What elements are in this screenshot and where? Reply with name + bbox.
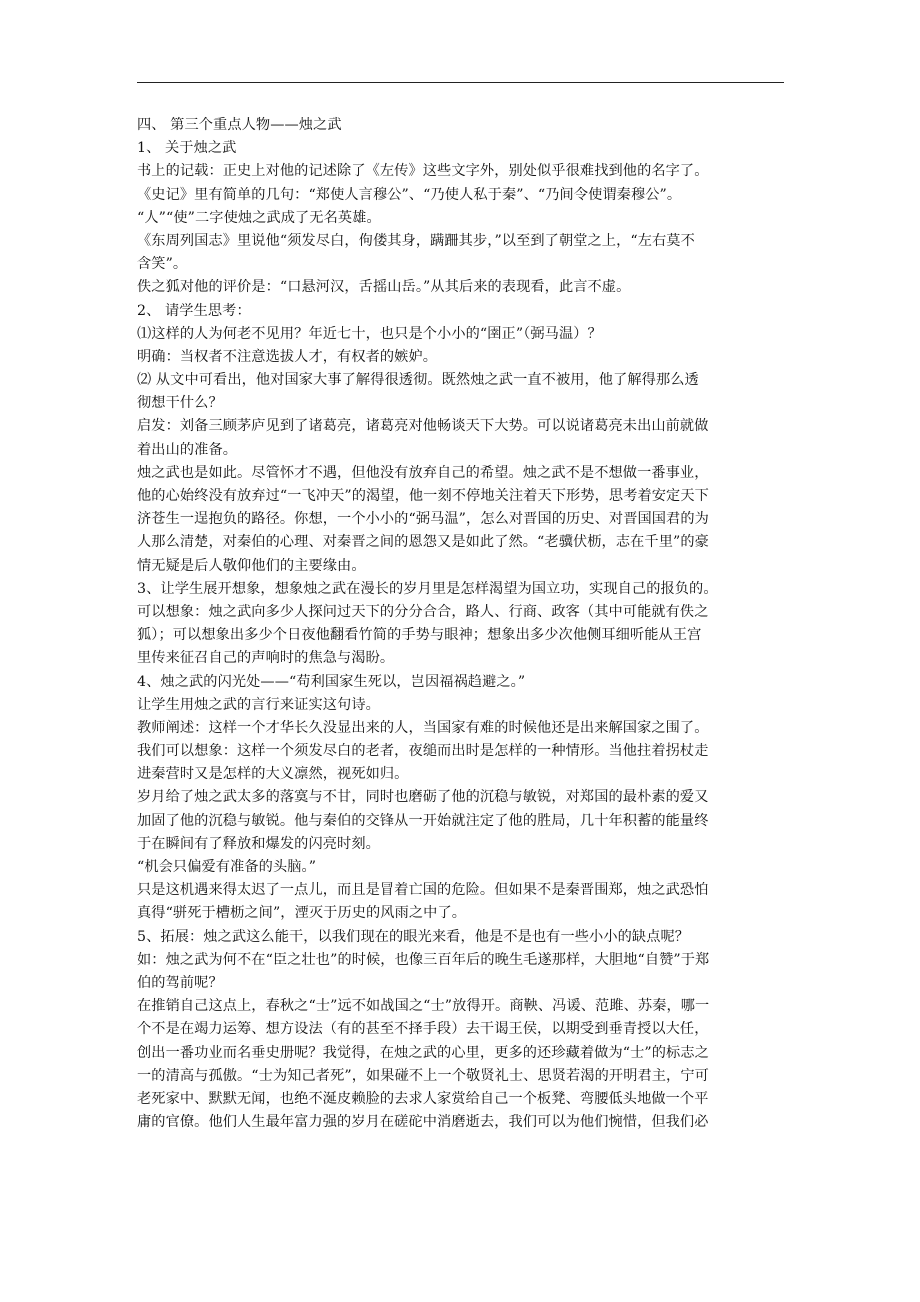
text-line: ⑵ 从文中可看出，他对国家大事了解得很透彻。既然烛之武一直不被用，他了解得那么透 — [137, 372, 699, 389]
text-line: 我们可以想象：这样一个须发尽白的老者，夜缒而出时是怎样的一种情形。当他拄着拐杖走 — [137, 743, 709, 760]
text-line: 创出一番功业而名垂史册呢？我觉得，在烛之武的心里，更多的还珍藏着做为“士”的标志之 — [137, 1044, 709, 1061]
text-line: 含笑”。 — [137, 256, 188, 273]
text-line: 3、让学生展开想象，想象烛之武在漫长的岁月里是怎样渴望为国立功，实现自己的报负的。 — [137, 580, 718, 597]
text-line: 他的心始终没有放弃过“一飞冲天”的渴望，他一刻不停地关注着天下形势，思考着安定天下 — [137, 488, 709, 504]
text-line: “人”“使”二字使烛之武成了无名英雄。 — [137, 209, 381, 226]
text-line: 真得“骈死于槽枥之间”，湮灭于历史的风雨之中了。 — [137, 905, 467, 922]
document-body — [137, 114, 787, 1134]
header-rule — [137, 82, 784, 83]
text-line: 《史记》里有简单的几句：“郑使人言穆公”、“乃使人私于秦”、“乃间令使谓秦穆公”。 — [137, 186, 682, 203]
text-line: 只是这机遇来得太迟了一点儿，而且是冒着亡国的危险。但如果不是秦晋围郑，烛之武恐怕 — [137, 882, 709, 899]
text-line: 老死家中、默默无闻，也绝不涎皮赖脸的去求人家赏给自己一个板凳、弯腰低头地做一个平 — [137, 1090, 709, 1107]
section-heading: 四、 第三个重点人物——烛之武 — [137, 117, 342, 133]
text-line: 人那么清楚，对秦伯的心理、对秦晋之间的恩怨又是如此了然。“老骥伏枥，志在千里”的豪 — [137, 534, 709, 551]
text-line: 《东周列国志》里说他“须发尽白，佝偻其身，蹒跚其步，”以至到了朝堂之上，“左右莫不 — [137, 232, 695, 249]
text-line: 明确：当权者不注意选拔人才，有权者的嫉妒。 — [137, 348, 438, 365]
text-line: 佚之狐对他的评价是：“口悬河汉，舌摇山岳。”从其后来的表现看，此言不虚。 — [137, 279, 631, 296]
text-line: 狐）；可以想象出多少个日夜他翻看竹简的手势与眼神；想象出多少次他侧耳细听能从王宫 — [137, 627, 702, 644]
text-line: 庸的官僚。他们人生最年富力强的岁月在磋砣中消磨逝去，我们可以为他们惋惜，但我们必 — [137, 1114, 709, 1131]
text-line: 教师阐述：这样一个才华长久没显出来的人，当国家有难的时候他还是出来解国家之围了。 — [137, 719, 709, 736]
text-line: 5、拓展：烛之武这么能干，以我们现在的眼光来看，他是不是也有一些小小的缺点呢？ — [137, 928, 690, 945]
text-line: 4、烛之武的闪光处——“苟利国家生死以，岂因福祸趋避之。” — [137, 673, 526, 690]
text-line: 伯的驾前呢？ — [137, 974, 223, 991]
text-line: 进秦营时又是怎样的大义凛然，视死如归。 — [137, 766, 409, 783]
text-line: “机会只偏爱有准备的头脑。” — [137, 859, 317, 875]
text-line: 济苍生一逞抱负的路径。你想，一个小小的“弼马温”，怎么对晋国的历史、对晋国国君的为 — [137, 511, 709, 528]
text-line: 可以想象：烛之武向多少人探问过天下的分分合合，路人、行商、政客（其中可能就有佚之 — [137, 603, 709, 620]
text-line: 岁月给了烛之武太多的落寞与不甘，同时也磨砺了他的沉稳与敏锐，对郑国的最朴素的爱又 — [137, 789, 709, 806]
text-line: 于在瞬间有了释放和爆发的闪亮时刻。 — [137, 835, 380, 852]
text-line: 启发：刘备三顾茅庐见到了诸葛亮，诸葛亮对他畅谈天下大势。可以说诸葛亮未出山前就做 — [137, 418, 709, 435]
text-line: 加固了他的沉稳与敏锐。他与秦伯的交锋从一开始就注定了他的胜局，几十年积蓄的能量终 — [137, 812, 709, 829]
text-line: 着出山的准备。 — [137, 441, 238, 458]
text-line: 书上的记载：正史上对他的记述除了《左传》这些文字外，别处似乎很难找到他的名字了。 — [137, 163, 709, 180]
subsection-heading: 2、 请学生思考： — [137, 302, 251, 319]
text-line: 如：烛之武为何不在“臣之壮也”的时候，也像三百年后的晚生毛遂那样，大胆地“自赞”于郑 — [137, 951, 710, 968]
text-line: 里传来征召自己的声响时的焦急与渴盼。 — [137, 650, 395, 667]
text-line: 一的清高与孤傲。“士为知己者死”，如果碰不上一个敬贤礼士、思贤若渴的开明君主，宁可 — [137, 1067, 709, 1084]
text-line: 让学生用烛之武的言行来证实这句诗。 — [137, 696, 380, 713]
subsection-heading: 1、 关于烛之武 — [137, 140, 237, 157]
text-line: ⑴这样的人为何老不见用？年近七十，也只是个小小的“圉正”（弼马温）？ — [137, 325, 602, 342]
text-line: 彻想干什么？ — [137, 395, 223, 412]
text-line: 情无疑是后人敬仰他们的主要缘由。 — [137, 557, 366, 574]
text-line: 烛之武也是如此。尽管怀才不遇，但他没有放弃自己的希望。烛之武不是不想做一番事业， — [137, 464, 709, 481]
text-line: 在推销自己这点上，春秋之“士”远不如战国之“士”放得开。商鞅、冯谖、范雎、苏秦，哪一 — [137, 998, 710, 1015]
text-line: 个不是在竭力运筹、想方设法（有的甚至不择手段）去干谒王侯，以期受到垂青授以大任， — [137, 1021, 709, 1038]
